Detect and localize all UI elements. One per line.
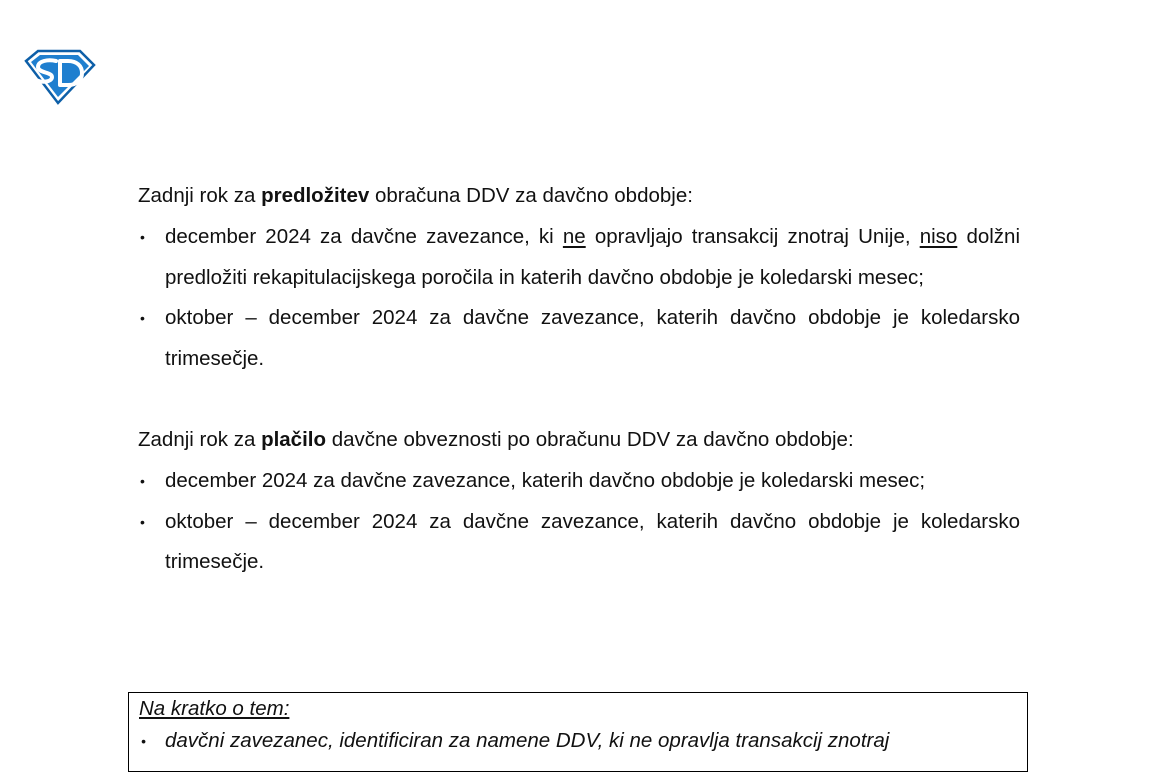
underlined-word: niso bbox=[919, 224, 958, 248]
bullet-icon: • bbox=[140, 513, 145, 530]
list-item-text: december 2024 za davčne zavezance, katerih davčno obdobje je koledarski mesec; bbox=[165, 468, 926, 492]
list-item bbox=[138, 461, 1020, 502]
summary-box bbox=[128, 692, 1028, 772]
bullet-icon: • bbox=[140, 472, 145, 489]
list-item-text: davčni zavezanec, identificiran za namene DDV, ki ne opravlja transakcij znotraj bbox=[165, 729, 890, 752]
list-item bbox=[139, 725, 1017, 757]
list-item-text: december 2024 za davčne zavezance, ki bbox=[165, 224, 563, 248]
intro-text-end: davčne obveznosti po obračunu DDV za davčno obdobje: bbox=[326, 427, 854, 451]
list-item-text: opravljajo transakcij znotraj Unije, bbox=[585, 224, 920, 248]
list-item-text: oktober – december 2024 za davčne zavezance, katerih davčno obdobje je koledarsko trimesečje. bbox=[165, 509, 1020, 574]
intro-text-end: obračuna DDV za davčno obdobje: bbox=[369, 184, 693, 207]
logo bbox=[22, 47, 96, 105]
spacer bbox=[138, 380, 1020, 420]
list-item bbox=[138, 217, 1020, 299]
list-item bbox=[138, 502, 1020, 584]
intro-bold-keyword: plačilo bbox=[261, 427, 326, 451]
intro-bold-keyword: predložitev bbox=[261, 184, 370, 207]
bullet-icon: • bbox=[140, 310, 145, 327]
list-item-text: oktober – december 2024 za davčne zavezance, katerih davčno obdobje je koledarsko trimesečje. bbox=[165, 306, 1020, 371]
placilo-list bbox=[138, 461, 1020, 583]
section-placilo-intro bbox=[138, 420, 1020, 461]
bullet-icon: • bbox=[140, 228, 145, 245]
intro-text: Zadnji rok za bbox=[138, 184, 262, 207]
underlined-word: ne bbox=[562, 224, 586, 248]
summary-list bbox=[139, 725, 1017, 757]
document-body bbox=[138, 176, 1020, 583]
list-item bbox=[138, 298, 1020, 380]
list-item-text: dolžni predložiti rekapitulacijskega poročila in katerih davčno obdobje je koledarski mesec; bbox=[165, 224, 1021, 289]
summary-box-title: Na kratko o tem: bbox=[139, 697, 290, 720]
section-predlozitev-intro bbox=[138, 176, 1020, 217]
predlozitev-list bbox=[138, 217, 1020, 380]
bullet-icon: • bbox=[141, 733, 146, 749]
sd-shield-logo-icon bbox=[22, 47, 96, 105]
intro-text: Zadnji rok za bbox=[138, 427, 262, 451]
